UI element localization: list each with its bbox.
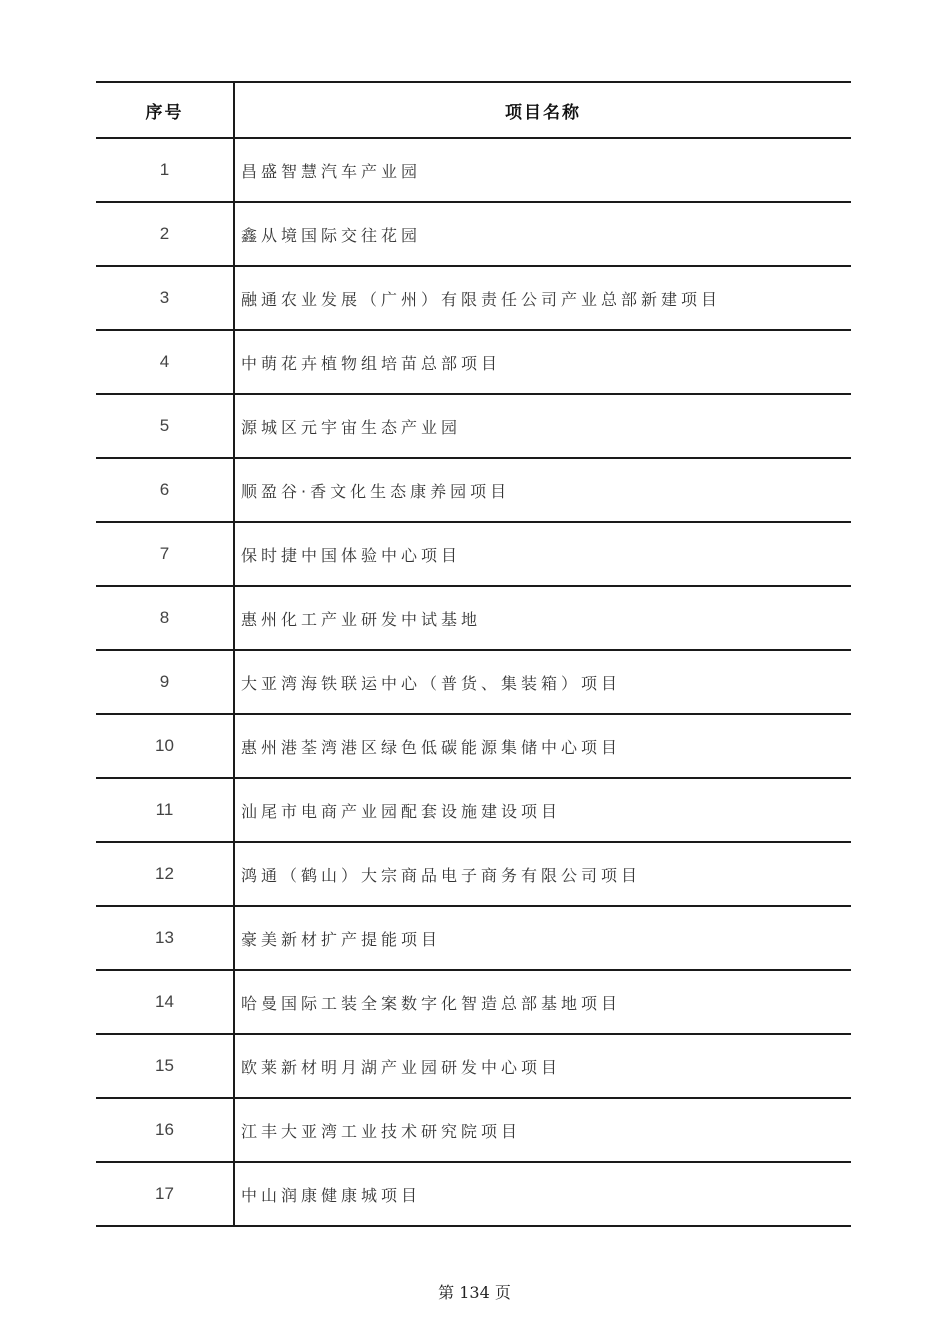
row-project-name: 顺盈谷·香文化生态康养园项目 — [241, 481, 511, 501]
table-row — [96, 1163, 851, 1227]
row-index: 15 — [96, 1035, 235, 1097]
row-project-name: 融通农业发展（广州）有限责任公司产业总部新建项目 — [241, 289, 722, 309]
table-row — [96, 907, 851, 971]
table-row — [96, 139, 851, 203]
row-project-name: 鸿通（鹤山）大宗商品电子商务有限公司项目 — [241, 865, 642, 885]
table-row — [96, 779, 851, 843]
table-row — [96, 587, 851, 651]
table-row — [96, 203, 851, 267]
row-project-name: 中山润康健康城项目 — [241, 1185, 422, 1205]
row-project-name: 保时捷中国体验中心项目 — [241, 545, 462, 565]
row-project-name: 哈曼国际工装全案数字化智造总部基地项目 — [241, 993, 622, 1013]
row-index: 12 — [96, 843, 235, 905]
table-row — [96, 651, 851, 715]
row-index: 9 — [96, 651, 235, 713]
row-project-name: 大亚湾海铁联运中心（普货、集装箱）项目 — [241, 673, 622, 693]
row-project-name: 源城区元宇宙生态产业园 — [241, 417, 462, 437]
row-index: 3 — [96, 267, 235, 329]
page-number: 第 134 页 — [438, 1283, 511, 1302]
row-index: 14 — [96, 971, 235, 1033]
table-row — [96, 1035, 851, 1099]
row-project-name: 豪美新材扩产提能项目 — [241, 929, 442, 949]
row-index: 17 — [96, 1163, 235, 1225]
table-row — [96, 715, 851, 779]
table-row — [96, 331, 851, 395]
row-project-name: 江丰大亚湾工业技术研究院项目 — [241, 1121, 522, 1141]
table-row — [96, 971, 851, 1035]
table-header-row — [96, 83, 851, 139]
table-row — [96, 523, 851, 587]
row-project-name: 鑫从境国际交往花园 — [241, 225, 422, 245]
row-index: 6 — [96, 459, 235, 521]
row-project-name: 昌盛智慧汽车产业园 — [241, 161, 422, 181]
table-row — [96, 1099, 851, 1163]
row-project-name: 汕尾市电商产业园配套设施建设项目 — [241, 801, 562, 821]
row-index: 8 — [96, 587, 235, 649]
row-index: 7 — [96, 523, 235, 585]
row-index: 2 — [96, 203, 235, 265]
row-project-name: 中萌花卉植物组培苗总部项目 — [241, 353, 502, 373]
table-row — [96, 267, 851, 331]
row-index: 1 — [96, 139, 235, 201]
row-index: 10 — [96, 715, 235, 777]
header-project-name: 项目名称 — [505, 102, 581, 123]
row-index: 4 — [96, 331, 235, 393]
row-index: 11 — [96, 779, 235, 841]
table-row — [96, 395, 851, 459]
project-table — [96, 81, 851, 1227]
row-index: 5 — [96, 395, 235, 457]
row-index: 16 — [96, 1099, 235, 1161]
row-index: 13 — [96, 907, 235, 969]
table-row — [96, 459, 851, 523]
table-row — [96, 843, 851, 907]
header-index: 序号 — [96, 83, 235, 137]
row-project-name: 惠州港荃湾港区绿色低碳能源集储中心项目 — [241, 737, 622, 757]
row-project-name: 欧莱新材明月湖产业园研发中心项目 — [241, 1057, 562, 1077]
row-project-name: 惠州化工产业研发中试基地 — [241, 609, 482, 629]
